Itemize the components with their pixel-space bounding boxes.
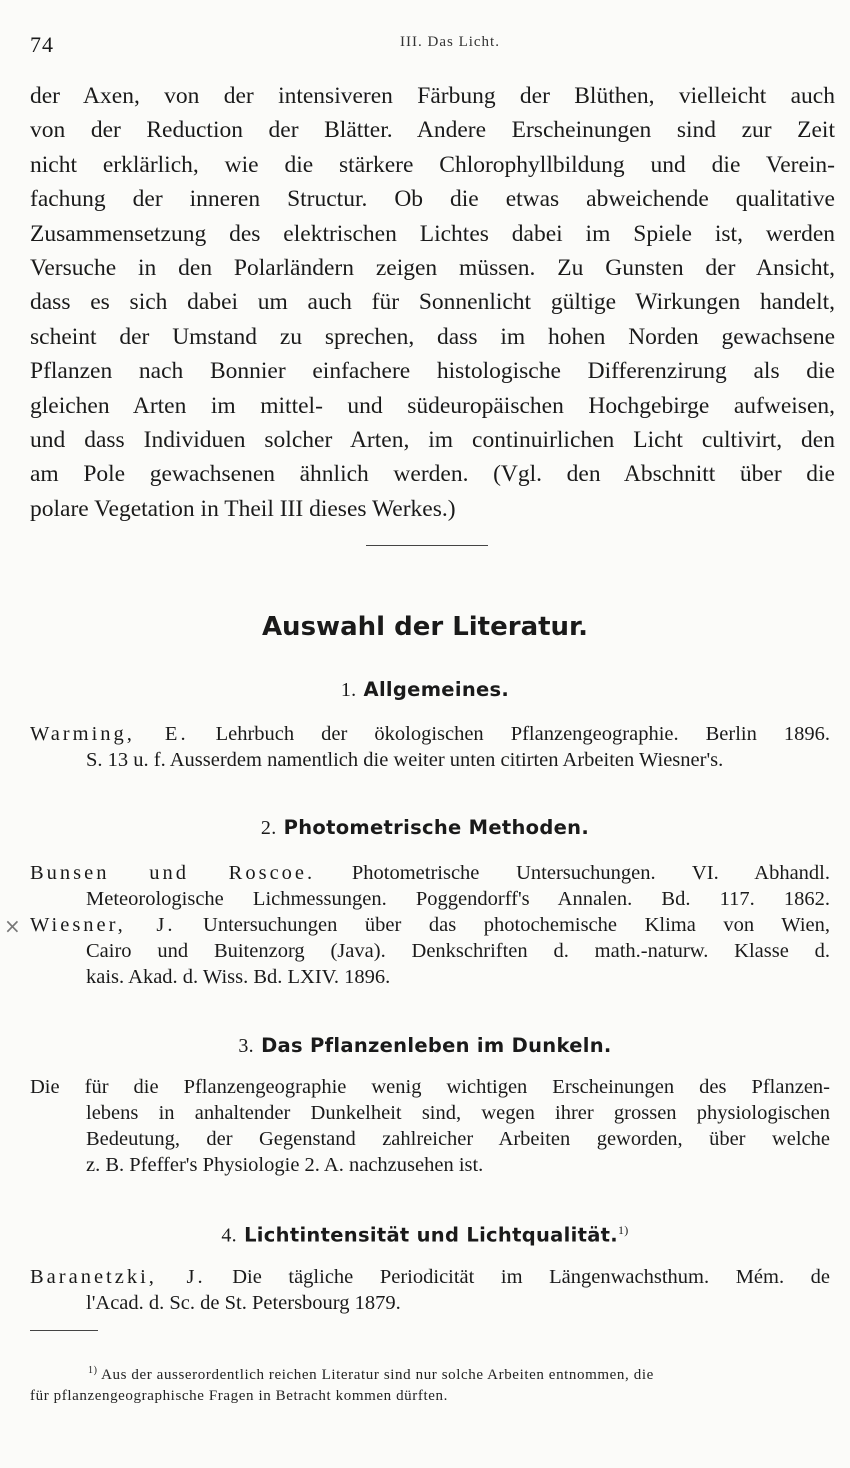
ref-author: Warming, E. xyxy=(30,723,189,745)
section-title: Lichtintensität und Lichtqualität. xyxy=(244,1223,618,1247)
ref-text: Photometrische Untersuchungen. VI. Abhandl. xyxy=(351,862,830,884)
running-title: III. Das Licht. xyxy=(400,34,500,50)
reference-baranetzki xyxy=(30,1264,830,1316)
footnote-text: für pflanzengeographische Fragen in Betracht kommen dürften. xyxy=(30,1388,448,1404)
literature-title: Auswahl der Literatur. xyxy=(261,612,589,642)
section-heading-dunkeln xyxy=(0,1034,850,1058)
body-line: der Axen, von der intensiveren Färbung der Blüthen, vielleicht auch xyxy=(30,83,835,109)
body-line: nicht erklärlich, wie die stärkere Chlorophyllbildung und die Verein- xyxy=(30,151,835,178)
ref-text: S. 13 u. f. Ausserdem namentlich die weiter unten citirten Arbeiten Wiesner's. xyxy=(86,749,724,771)
body-line: von der Reduction der Blätter. Andere Erscheinungen sind zur Zeit xyxy=(30,117,835,144)
ref-text: Lehrbuch der ökologischen Pflanzengeographie. Berlin 1896. xyxy=(215,723,830,745)
ref-text: für die Pflanzengeographie wenig wichtigen Erscheinungen des Pflanzen- xyxy=(84,1076,830,1098)
ref-text: l'Acad. d. Sc. de St. Petersbourg 1879. xyxy=(86,1292,401,1314)
section-number: 3. xyxy=(238,1035,254,1057)
footnote xyxy=(30,1360,830,1407)
body-paragraph xyxy=(30,79,835,526)
ref-text: Meteorologische Lichmessungen. Poggendorff's Annalen. Bd. 117. 1862. xyxy=(86,888,830,910)
ref-author: Wiesner, J. xyxy=(30,914,176,936)
margin-mark-icon: × xyxy=(4,914,21,938)
body-line: scheint der Umstand zu sprechen, dass im hohen Norden gewachsene xyxy=(30,323,835,350)
ref-text: lebens in anhaltender Dunkelheit sind, wegen ihrer grossen physiologischen xyxy=(86,1102,830,1124)
section-number: 2. xyxy=(260,817,277,839)
section-separator xyxy=(366,545,488,546)
paragraph-dunkeln xyxy=(30,1074,830,1178)
section-title: Allgemeines. xyxy=(363,678,510,701)
body-line: dass es sich dabei um auch für Sonnenlicht gültige Wirkungen handelt, xyxy=(30,289,835,316)
section-heading-allgemeines xyxy=(0,678,850,702)
body-line: und dass Individuen solcher Arten, im continuirlichen Licht cultivirt, den xyxy=(30,427,835,454)
body-line: Zusammensetzung des elektrischen Lichtes dabei im Spiele ist, werden xyxy=(30,220,835,247)
ref-text: Bedeutung, der Gegenstand zahlreicher Arbeiten geworden, über welche xyxy=(86,1128,830,1150)
ref-author: Baranetzki, J. xyxy=(30,1266,206,1288)
page-number: 74 xyxy=(30,32,54,57)
ref-text: Die tägliche Periodicität im Längenwachsthum. Mém. de xyxy=(232,1266,830,1288)
ref-text: z. B. Pfeffer's Physiologie 2. A. nachzusehen ist. xyxy=(86,1154,484,1176)
ref-text: Untersuchungen über das photochemische Klima von Wien, xyxy=(203,914,830,936)
footnote-marker: 1) xyxy=(618,1223,629,1237)
section-heading-lichtintensitaet xyxy=(0,1223,850,1248)
page-header xyxy=(30,32,830,56)
body-line: gleichen Arten im mittel- und südeuropäischen Hochgebirge aufweisen, xyxy=(30,392,835,419)
ref-text: Cairo und Buitenzorg (Java). Denkschriften d. math.-naturw. Klasse d. xyxy=(86,940,830,962)
ref-text: kais. Akad. d. Wiss. Bd. LXIV. 1896. xyxy=(86,966,391,988)
body-line: Versuche in den Polarländern zeigen müssen. Zu Gunsten der Ansicht, xyxy=(30,255,835,282)
section-number: 4. xyxy=(221,1224,237,1247)
ref-author: Bunsen und Roscoe. xyxy=(30,862,316,884)
footnote-rule xyxy=(30,1330,98,1331)
section-heading-photometrische xyxy=(0,816,850,840)
section-title: Das Pflanzenleben im Dunkeln. xyxy=(261,1034,612,1057)
ref-text: Die xyxy=(30,1076,60,1098)
body-line: fachung der inneren Structur. Ob die etwas abweichende qualitative xyxy=(30,186,835,213)
body-line: polare Vegetation in Theil III dieses Werkes.) xyxy=(30,495,456,522)
reference-wiesner xyxy=(30,912,830,990)
footnote-text: Aus der ausserordentlich reichen Literatur sind nur solche Arbeiten entnommen, die xyxy=(101,1367,654,1383)
section-number: 1. xyxy=(340,679,357,701)
section-title: Photometrische Methoden. xyxy=(283,816,590,839)
reference-bunsen-roscoe xyxy=(30,860,830,912)
body-line: am Pole gewachsenen ähnlich werden. (Vgl. den Abschnitt über die xyxy=(30,461,835,488)
body-line: Pflanzen nach Bonnier einfachere histologische Differenzirung als die xyxy=(30,358,835,385)
reference-warming xyxy=(30,721,830,773)
footnote-number: 1) xyxy=(88,1365,98,1376)
